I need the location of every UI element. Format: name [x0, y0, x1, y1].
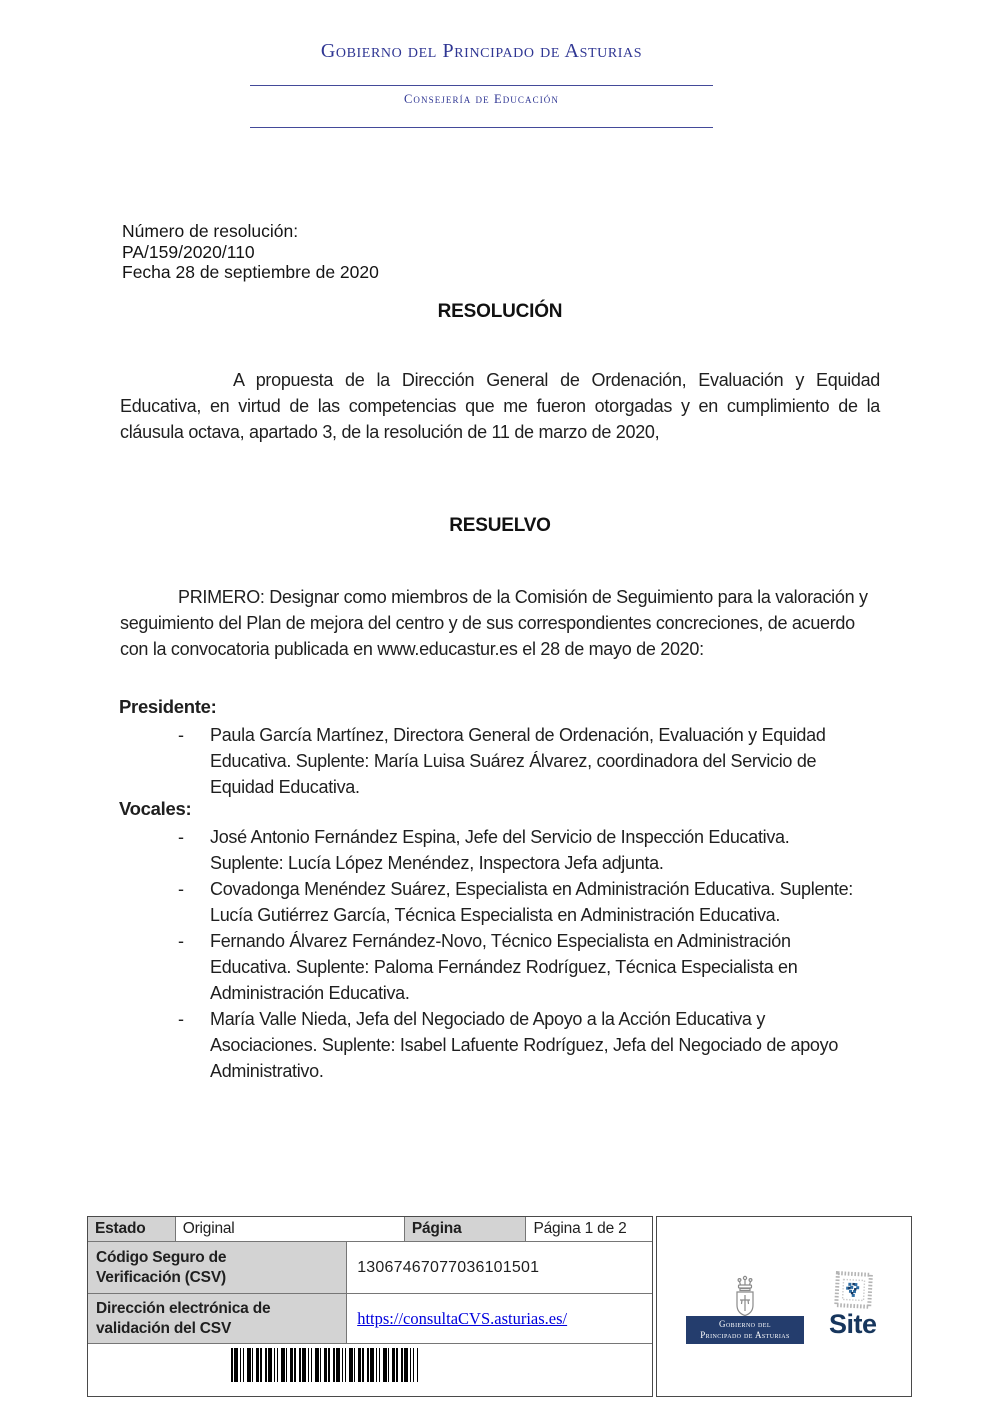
- site-logo-icon: [832, 1270, 876, 1312]
- estado-label-cell: Estado: [88, 1217, 176, 1241]
- presidente-list: [120, 722, 860, 800]
- footer-logo-box: [656, 1216, 912, 1397]
- vocales-label: Vocales:: [119, 798, 192, 819]
- table-row: [88, 1294, 652, 1344]
- site-logo-text: Site: [829, 1309, 877, 1339]
- list-item: [120, 876, 860, 928]
- vocal-member: Fernando Álvarez Fernández-Novo, Técnico Especialista en Administración Educativa. Suplente: Paloma Fernández Rodríguez, Técnica Especialista en Administración Educativa.: [210, 931, 798, 1003]
- csv-value-cell: 13067467077036101501: [357, 1258, 540, 1276]
- list-item: [120, 722, 860, 800]
- dash-bullet: -: [178, 725, 184, 745]
- letterhead-department-title: Consejería de Educación: [403, 92, 560, 106]
- presidente-member: Paula García Martínez, Directora General de Ordenación, Evaluación y Equidad Educativa. Suplente: María Luisa Suárez Álvarez, coordinadora del Servicio de Equidad Educativa.: [210, 725, 826, 797]
- barcode: [231, 1348, 418, 1382]
- estado-value-cell: Original: [176, 1217, 405, 1241]
- csv-label-cell: Código Seguro de Verificación (CSV): [88, 1242, 347, 1293]
- vocales-list: [120, 824, 860, 1084]
- heading-resolucion: RESOLUCIÓN: [437, 301, 563, 322]
- letterhead-rule-bottom: [250, 127, 713, 128]
- pagina-value-cell: Página 1 de 2: [533, 1220, 627, 1237]
- table-row: [88, 1242, 652, 1294]
- list-item: [120, 928, 860, 1006]
- heading-resuelvo: RESUELVO: [449, 515, 551, 536]
- list-item: [120, 1006, 860, 1084]
- banner-line2: Principado de Asturias: [700, 1330, 790, 1340]
- presidente-label: Presidente:: [119, 696, 217, 717]
- dash-bullet: -: [178, 931, 184, 951]
- dash-bullet: -: [178, 1009, 184, 1029]
- dash-bullet: -: [178, 827, 184, 847]
- resolution-meta: [122, 221, 379, 283]
- gobierno-principado-banner: [686, 1316, 804, 1344]
- letterhead-rule-top: [250, 85, 713, 86]
- vocal-member: María Valle Nieda, Jefa del Negociado de Apoyo a la Acción Educativa y Asociaciones. Suplente: Isabel Lafuente Rodríguez, Jefa del Negociado de apoyo Administrativo.: [210, 1009, 839, 1081]
- csv-validation-link[interactable]: https://consultaCVS.asturias.es/: [357, 1308, 568, 1328]
- letterhead-government-title: Gobierno del Principado de Asturias: [320, 40, 643, 62]
- table-row: [88, 1217, 652, 1242]
- primero-paragraph: PRIMERO: Designar como miembros de la Comisión de Seguimiento para la valoración y seguimiento del Plan de mejora del centro y de sus correspondientes concreciones, de acuerdo con la convocatoria publicada en www.educastur.es el 28 de mayo de 2020:: [120, 587, 868, 659]
- resolution-number-value: PA/159/2020/110: [122, 241, 255, 262]
- vocal-member: José Antonio Fernández Espina, Jefe del Servicio de Inspección Educativa. Suplente: Lucía López Menéndez, Inspectora Jefa adjunta.: [210, 827, 790, 873]
- csv-url-value-cell: [347, 1294, 652, 1343]
- list-item: [120, 824, 860, 876]
- verification-table: [87, 1216, 653, 1397]
- csv-url-label-cell: Dirección electrónica de validación del CSV: [88, 1294, 347, 1343]
- banner-line1: Gobierno del: [719, 1319, 771, 1329]
- vocal-member: Covadonga Menéndez Suárez, Especialista en Administración Educativa. Suplente: Lucía Gutiérrez García, Técnica Especialista en Administración Educativa.: [210, 879, 854, 925]
- asturias-coat-of-arms-icon: [731, 1275, 759, 1317]
- resolution-date: Fecha 28 de septiembre de 2020: [122, 262, 379, 282]
- dash-bullet: -: [178, 879, 184, 899]
- letterhead: [250, 40, 713, 128]
- resolution-number-label: Número de resolución:: [122, 221, 299, 241]
- intro-paragraph: A propuesta de la Dirección General de Ordenación, Evaluación y Equidad Educativa, en virtud de las competencias que me fueron otorgadas y en cumplimiento de la cláusula octava, apartado 3, de la resolución de 11 de marzo de 2020,: [120, 370, 880, 442]
- pagina-label-cell: Página: [405, 1217, 527, 1241]
